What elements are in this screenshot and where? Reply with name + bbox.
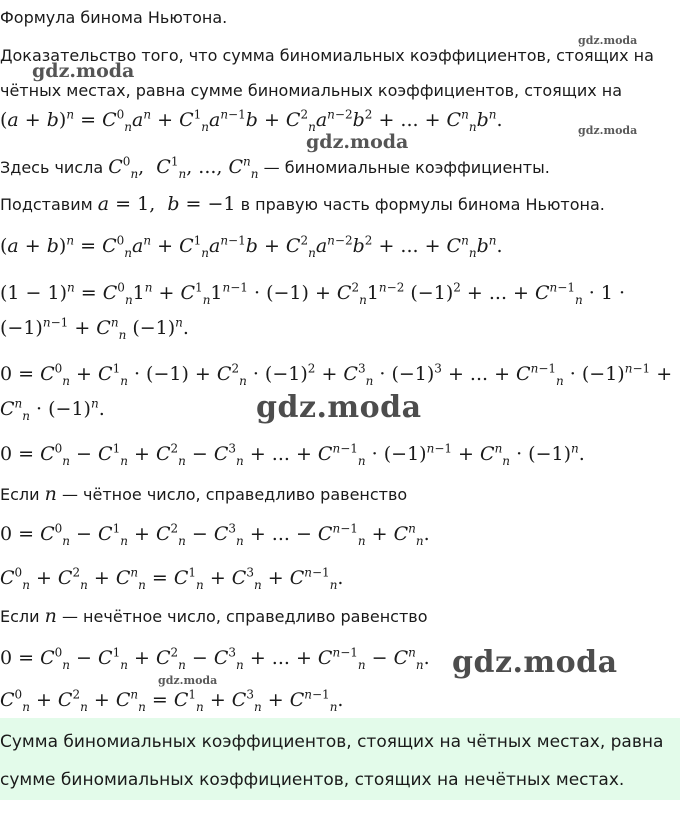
formula-substituted-2b: $C^n_n \cdot (-1)^n$. (0, 396, 105, 423)
formula-even-2: $C^0_n + C^2_n + C^n_n = C^1_n + C^3_n + C^{n-1}_n$. (0, 565, 344, 592)
watermark: gdz.moda (256, 390, 422, 425)
conclusion-line-1: Сумма биномиальных коэффициентов, стоящих на чётных местах, равна (0, 732, 664, 752)
conclusion-line-2: сумме биномиальных коэффициентов, стоящих на нечётных местах. (0, 770, 625, 790)
odd-suffix: — нечётное число, справедливо равенство (61, 607, 428, 626)
odd-prefix: Если (0, 607, 40, 626)
even-prefix: Если (0, 485, 40, 504)
even-line (0, 482, 407, 506)
conclusion-box (0, 718, 680, 800)
formula-substituted-2: $0 = C^0_n + C^1_n \cdot (-1) + C^2_n \cdot (-1)^2 + C^3_n \cdot (-1)^3$ + ... + $C^{n-1}_n \cdot (-1)^{n-1}$ + (0, 361, 673, 388)
coeffs-line (0, 155, 550, 179)
coeffs-math: $C^0_n$, $C^1_n$, ..., $C^n_n$ (108, 154, 259, 181)
formula-binomial-repeat: $(a + b)^n = C^0_na^n + C^1_na^{n-1}b + C^2_na^{n-2}b^2$ + ... + $C^n_nb^n$. (0, 233, 503, 260)
watermark: gdz.moda (32, 60, 135, 82)
substitute-suffix: в правую часть формулы бинома Ньютона. (240, 195, 605, 214)
formula-odd-2: $C^0_n + C^2_n + C^n_n = C^1_n + C^3_n + C^{n-1}_n$. (0, 687, 344, 714)
watermark: gdz.moda (158, 674, 218, 687)
formula-substituted-1: $(1 - 1)^n = C^0_n1^n + C^1_n1^{n-1} \cdot (-1) + C^2_n1^{n-2}$ $(-1)^2$ + ... + $C^{n-1}_n \cdot 1$ · (0, 280, 626, 307)
proof-line-2: чётных местах, равна сумме биномиальных коэффициентов, стоящих на (0, 81, 623, 100)
formula-odd-1: $0 = C^0_n - C^1_n + C^2_n - C^3_n$ + ... + $C^{n-1}_n - C^n_n$. (0, 645, 430, 672)
even-suffix: — чётное число, справедливо равенство (61, 485, 408, 504)
substitute-line (0, 192, 605, 216)
watermark: gdz.moda (578, 34, 638, 47)
watermark: gdz.moda (578, 124, 638, 137)
watermark: gdz.moda (452, 645, 618, 680)
even-n: n (44, 483, 57, 505)
substitute-prefix: Подставим (0, 195, 93, 214)
proof-line-1: Доказательство того, что сумма биномиальных коэффициентов, стоящих на (0, 46, 654, 65)
substitute-math: a = 1, b = −1 (97, 193, 236, 215)
heading: Формула бинома Ньютона. (0, 8, 228, 27)
formula-alternating: $0 = C^0_n - C^1_n + C^2_n - C^3_n$ + ... + $C^{n-1}_n \cdot (-1)^{n-1} + C^n_n \cdot (-1)^n$. (0, 441, 585, 468)
odd-n: n (44, 605, 57, 627)
formula-substituted-1b: $(-1)^{n-1} + C^n_n$ $(-1)^n$. (0, 315, 189, 342)
coeffs-prefix: Здесь числа (0, 158, 104, 177)
coeffs-suffix: — биномиальные коэффициенты. (263, 158, 550, 177)
odd-line (0, 604, 428, 628)
watermark: gdz.moda (306, 131, 409, 153)
formula-binomial: $(a + b)^n = C^0_na^n + C^1_na^{n-1}b + C^2_na^{n-2}b^2$ + ... + $C^n_nb^n$. (0, 107, 503, 134)
formula-even-1: $0 = C^0_n - C^1_n + C^2_n - C^3_n$ + ... − $C^{n-1}_n + C^n_n$. (0, 521, 430, 548)
